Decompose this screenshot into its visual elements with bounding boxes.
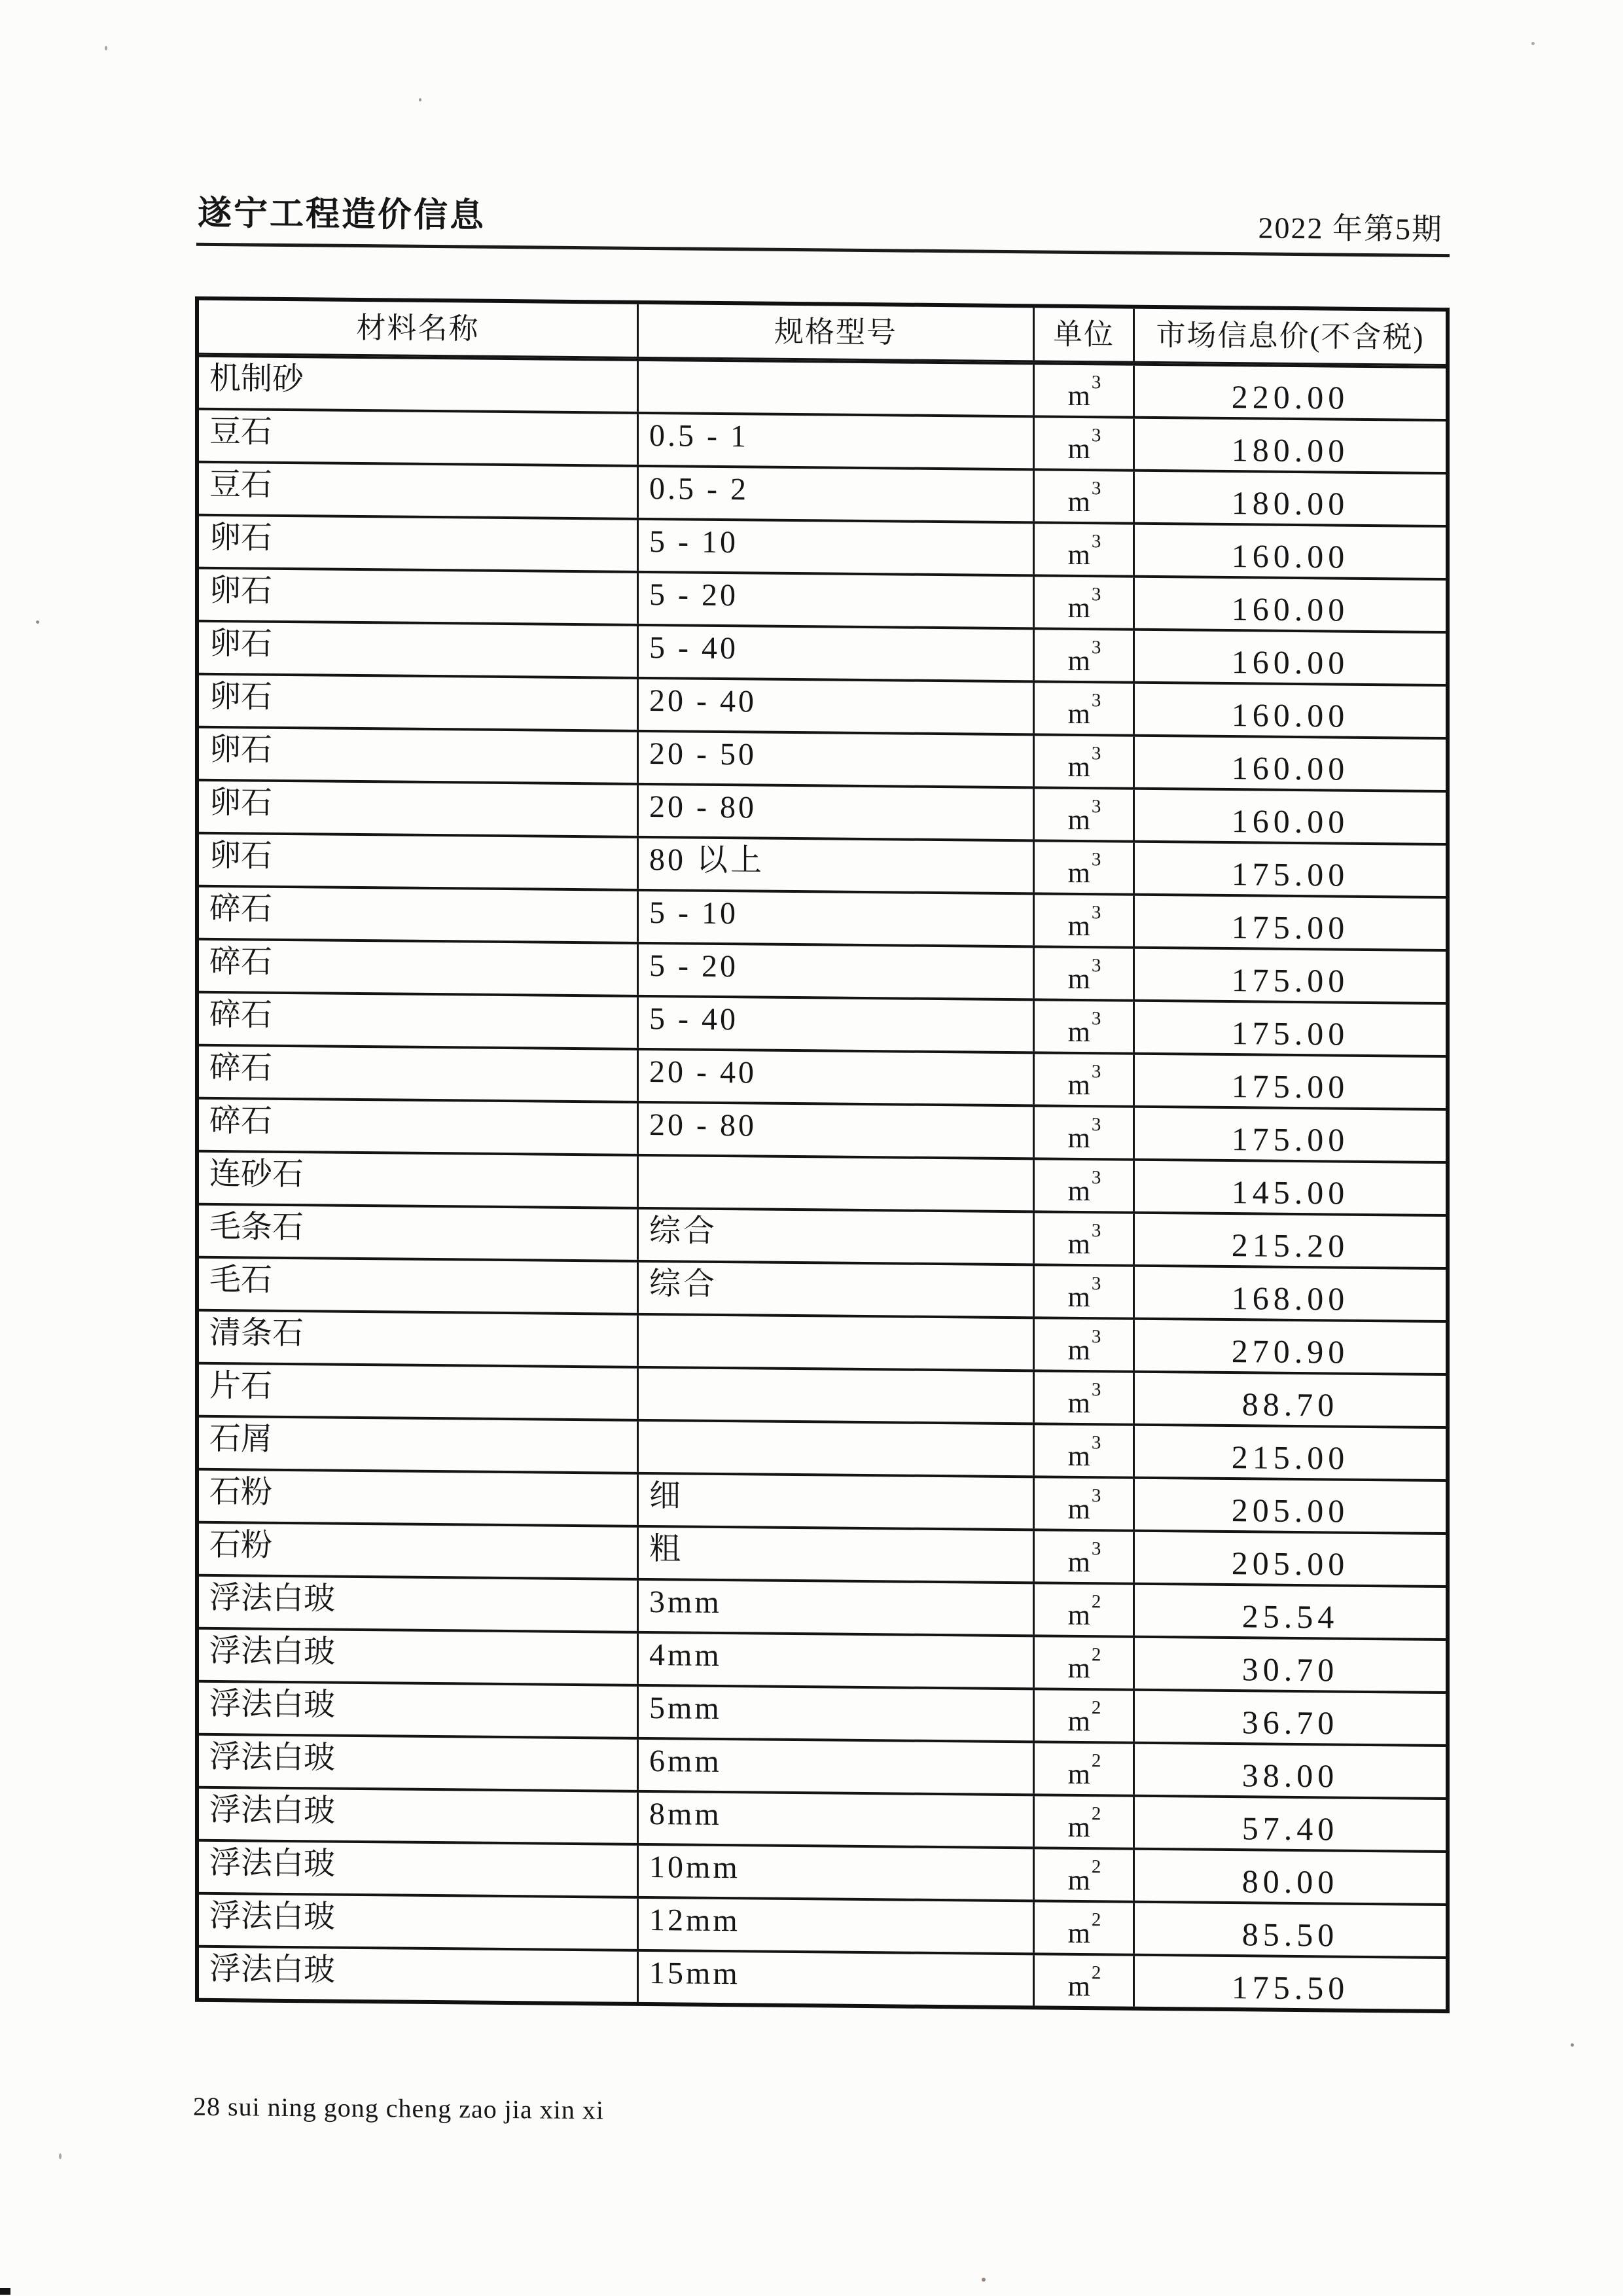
cell-spec: 20 - 40 [637,679,1033,733]
unit-base: m [1067,1174,1090,1207]
cell-material-name: 毛条石 [209,1209,304,1245]
cell-material-name: 碎石 [209,891,273,927]
table-row [199,1733,1446,1797]
cell-material-name: 浮法白玻 [209,1580,336,1617]
unit-exponent: 2 [1091,1750,1101,1772]
table-row [199,1945,1446,2009]
scan-speck [1531,42,1535,45]
cell-material-name: 碎石 [209,1103,273,1139]
unit-exponent: 2 [1091,1591,1101,1613]
scan-speck [419,98,421,101]
unit-base: m [1067,591,1090,624]
table-row [199,673,1446,737]
cell-price: 168.00 [1133,1267,1446,1320]
cell-price: 160.00 [1133,525,1446,578]
table-row [199,1097,1446,1161]
cell-material-name: 石屑 [209,1421,273,1457]
unit-exponent: 3 [1091,372,1101,393]
unit-exponent: 3 [1091,1061,1101,1083]
cell-spec: 5mm [637,1687,1033,1740]
cell-price: 175.00 [1133,949,1446,1002]
unit-base: m [1067,909,1090,942]
cell-spec: 20 - 50 [637,732,1033,786]
column-header-material: 材料名称 [356,311,480,346]
price-table [195,296,1450,2013]
cell-spec [637,1422,1033,1475]
cell-material-name: 卵石 [209,520,273,556]
unit-base: m [1067,750,1090,783]
unit-base: m [1067,856,1090,889]
table-row [199,1892,1446,1956]
cell-price: 175.50 [1133,1956,1446,2009]
cell-unit [1033,418,1133,469]
cell-spec: 粗 [637,1528,1033,1581]
cell-spec: 5 - 10 [637,891,1033,945]
cell-unit [1033,1584,1133,1635]
unit-base: m [1067,1598,1090,1631]
unit-base: m [1067,485,1090,518]
unit-base: m [1067,538,1090,571]
cell-material-name: 石粉 [209,1527,273,1563]
unit-exponent: 2 [1091,1962,1101,1984]
cell-price: 57.40 [1133,1797,1446,1850]
unit-base: m [1067,1545,1090,1578]
cell-unit [1033,1319,1133,1370]
cell-spec: 15mm [637,1952,1033,2005]
table-row [199,1150,1446,1214]
unit-exponent: 3 [1091,531,1101,552]
unit-base: m [1067,1280,1090,1313]
cell-spec: 20 - 80 [637,1103,1033,1157]
table-row [199,408,1446,472]
cell-unit [1033,1637,1133,1688]
table-row [199,1521,1446,1585]
cell-material-name: 浮法白玻 [209,1951,336,1988]
cell-material-name: 浮法白玻 [209,1898,336,1935]
cell-price: 160.00 [1133,578,1446,631]
cell-spec: 综合 [637,1210,1033,1263]
cell-spec: 细 [637,1475,1033,1528]
table-row [199,1256,1446,1320]
cell-price: 80.00 [1133,1850,1446,1903]
cell-unit [1033,577,1133,628]
unit-exponent: 2 [1091,1803,1101,1825]
unit-base: m [1067,1863,1090,1896]
cell-unit [1033,895,1133,946]
cell-price: 175.00 [1133,1002,1446,1055]
unit-exponent: 3 [1091,1379,1101,1401]
cell-price: 215.20 [1133,1214,1446,1267]
unit-exponent: 3 [1091,849,1101,870]
unit-base: m [1067,1757,1090,1790]
unit-exponent: 2 [1091,1909,1101,1931]
column-header-spec: 规格型号 [637,304,1033,360]
issue-label: 2022 年第5期 [1258,211,1443,247]
cell-material-name: 浮法白玻 [209,1633,336,1670]
cell-material-name: 清条石 [209,1315,304,1351]
unit-base: m [1067,1068,1090,1101]
page-title: 遂宁工程造价信息 [198,194,486,235]
unit-base: m [1067,1810,1090,1843]
cell-price: 85.50 [1133,1903,1446,1956]
cell-unit [1033,1955,1133,2006]
table-row [199,355,1446,419]
table-row [199,620,1446,684]
table-row [199,1362,1446,1426]
unit-base: m [1067,1227,1090,1260]
unit-exponent: 3 [1091,1432,1101,1454]
unit-base: m [1067,1704,1090,1737]
cell-spec: 0.5 - 2 [637,467,1033,521]
cell-material-name: 浮法白玻 [209,1792,336,1829]
unit-exponent: 3 [1091,743,1101,764]
cell-material-name: 碎石 [209,997,273,1033]
cell-spec: 12mm [637,1899,1033,1952]
cell-unit [1033,1743,1133,1794]
table-row [199,832,1446,896]
scan-speck [59,2153,62,2159]
unit-base: m [1067,1969,1090,2002]
table-row [199,461,1446,525]
cell-spec: 80 以上 [637,838,1033,892]
unit-base: m [1067,697,1090,730]
cell-unit [1033,1266,1133,1317]
unit-exponent: 2 [1091,1856,1101,1878]
cell-price: 36.70 [1133,1691,1446,1744]
cell-spec: 5 - 20 [637,573,1033,627]
unit-base: m [1067,379,1090,412]
cell-spec: 6mm [637,1740,1033,1793]
table-row [199,885,1446,949]
cell-unit [1033,1849,1133,1900]
cell-spec: 20 - 80 [637,785,1033,839]
unit-exponent: 3 [1091,1008,1101,1030]
cell-unit [1033,683,1133,734]
table-row [199,1574,1446,1638]
unit-exponent: 3 [1091,1273,1101,1295]
table-row [199,1044,1446,1108]
cell-unit [1033,1107,1133,1158]
unit-exponent: 2 [1091,1697,1101,1719]
table-row [199,1680,1446,1744]
cell-spec: 5 - 40 [637,997,1033,1051]
cell-spec [637,1316,1033,1369]
cell-unit [1033,524,1133,575]
cell-unit [1033,948,1133,999]
unit-exponent: 3 [1091,1485,1101,1507]
cell-spec [637,1369,1033,1422]
unit-base: m [1067,1916,1090,1949]
unit-exponent: 3 [1091,955,1101,977]
unit-exponent: 3 [1091,478,1101,499]
unit-base: m [1067,1015,1090,1048]
cell-unit [1033,1690,1133,1741]
cell-unit [1033,736,1133,787]
page-footer-label: 28 sui ning gong cheng zao jia xin xi [193,2091,605,2125]
cell-price: 175.00 [1133,1108,1446,1161]
table-row [199,1627,1446,1691]
table-row [199,567,1446,631]
scan-speck [105,46,107,50]
scan-speck [1571,2043,1574,2047]
cell-material-name: 连砂石 [209,1156,304,1192]
cell-unit [1033,1531,1133,1582]
cell-unit [1033,789,1133,840]
cell-price: 88.70 [1133,1373,1446,1426]
table-row [199,514,1446,578]
unit-exponent: 3 [1091,796,1101,817]
table-row [199,1839,1446,1903]
column-header-unit: 单位 [1033,308,1133,361]
unit-base: m [1067,1492,1090,1525]
cell-unit [1033,1902,1133,1953]
cell-price: 205.00 [1133,1532,1446,1585]
cell-price: 175.00 [1133,843,1446,896]
cell-material-name: 毛石 [209,1262,273,1298]
cell-material-name: 浮法白玻 [209,1686,336,1723]
unit-exponent: 3 [1091,1326,1101,1348]
cell-price: 180.00 [1133,419,1446,472]
cell-spec [637,361,1033,415]
unit-base: m [1067,1333,1090,1366]
cell-unit [1033,365,1133,416]
cell-spec: 5 - 10 [637,520,1033,574]
cell-price: 160.00 [1133,790,1446,843]
table-row [199,1468,1446,1532]
table-row [199,1786,1446,1850]
unit-exponent: 3 [1091,690,1101,711]
cell-unit [1033,1213,1133,1264]
cell-material-name: 浮法白玻 [209,1739,336,1776]
table-body [199,355,1446,2009]
cell-unit [1033,1425,1133,1476]
cell-price: 205.00 [1133,1479,1446,1532]
cell-price: 25.54 [1133,1585,1446,1638]
unit-base: m [1067,803,1090,836]
cell-material-name: 碎石 [209,944,273,980]
cell-spec: 3mm [637,1581,1033,1634]
cell-price: 215.00 [1133,1426,1446,1479]
cell-material-name: 卵石 [209,732,273,768]
unit-exponent: 3 [1091,1167,1101,1189]
unit-base: m [1067,644,1090,677]
cell-spec [637,1157,1033,1210]
cell-price: 38.00 [1133,1744,1446,1797]
unit-exponent: 3 [1091,1114,1101,1136]
cell-material-name: 片石 [209,1368,273,1404]
table-row [199,1203,1446,1267]
cell-spec: 4mm [637,1634,1033,1687]
cell-material-name: 卵石 [209,785,273,821]
cell-material-name: 卵石 [209,626,273,662]
cell-spec: 5 - 40 [637,626,1033,680]
unit-base: m [1067,432,1090,465]
unit-exponent: 3 [1091,1538,1101,1560]
table-row [199,938,1446,1002]
cell-spec: 8mm [637,1793,1033,1846]
cell-price: 145.00 [1133,1161,1446,1214]
cell-material-name: 卵石 [209,679,273,715]
unit-exponent: 2 [1091,1644,1101,1666]
cell-spec: 10mm [637,1846,1033,1899]
table-row [199,1309,1446,1373]
cell-unit [1033,1478,1133,1529]
cell-unit [1033,1001,1133,1052]
cell-spec: 5 - 20 [637,944,1033,998]
cell-spec: 20 - 40 [637,1050,1033,1104]
cell-price: 270.90 [1133,1320,1446,1373]
unit-exponent: 3 [1091,902,1101,924]
cell-spec: 0.5 - 1 [637,414,1033,468]
cell-material-name: 豆石 [209,414,273,450]
unit-exponent: 3 [1091,1220,1101,1242]
cell-unit [1033,1796,1133,1847]
cell-price: 175.00 [1133,896,1446,949]
cell-material-name: 石粉 [209,1474,273,1510]
table-row [199,726,1446,790]
unit-base: m [1067,1439,1090,1472]
table-row [199,1415,1446,1479]
scan-corner-mark [0,2288,10,2295]
cell-material-name: 卵石 [209,573,273,609]
cell-price: 160.00 [1133,631,1446,684]
unit-exponent: 3 [1091,425,1101,446]
cell-material-name: 机制砂 [209,361,304,397]
cell-unit [1033,842,1133,893]
cell-price: 180.00 [1133,472,1446,525]
scan-speck [982,2278,986,2282]
cell-unit [1033,1372,1133,1423]
unit-base: m [1067,1121,1090,1154]
column-header-price: 市场信息价(不含税) [1133,309,1446,364]
table-row [199,779,1446,843]
cell-material-name: 碎石 [209,1050,273,1086]
cell-unit [1033,1054,1133,1105]
cell-unit [1033,471,1133,522]
cell-price: 160.00 [1133,737,1446,790]
cell-price: 160.00 [1133,684,1446,737]
unit-base: m [1067,1651,1090,1684]
cell-material-name: 浮法白玻 [209,1845,336,1882]
unit-exponent: 3 [1091,584,1101,605]
cell-spec: 综合 [637,1263,1033,1316]
unit-base: m [1067,1386,1090,1419]
cell-unit [1033,1160,1133,1211]
cell-price: 220.00 [1133,366,1446,419]
cell-material-name: 卵石 [209,838,273,874]
cell-material-name: 豆石 [209,467,273,503]
cell-price: 30.70 [1133,1638,1446,1691]
unit-exponent: 3 [1091,637,1101,658]
table-row [199,991,1446,1055]
cell-price: 175.00 [1133,1055,1446,1108]
scan-speck [36,620,39,624]
unit-base: m [1067,962,1090,995]
cell-unit [1033,630,1133,681]
